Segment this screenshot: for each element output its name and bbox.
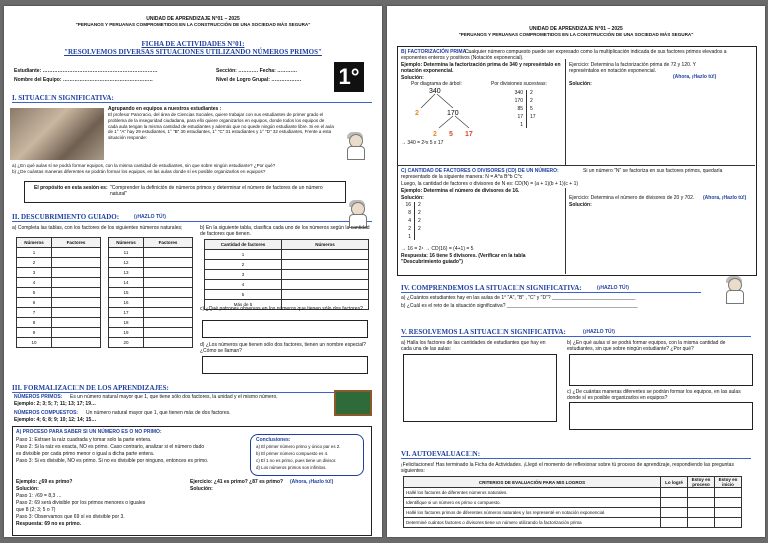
factorization-result: → 340 = 2²x 5 x 17 [401, 140, 444, 146]
exercise-hint: (Ahora, ¡Hazlo tú!) [703, 195, 747, 201]
table-cell: 2 [205, 260, 282, 270]
example-line: Paso 1: √69 = 8,3 … [16, 493, 62, 499]
column-divider [565, 59, 566, 165]
classification-table [204, 239, 369, 310]
heading-rule [401, 292, 701, 293]
heading-rule [401, 336, 751, 337]
purpose-text: "Comprender la definición de números primos y determinar el número de factores de un número natural" [110, 185, 323, 197]
criteria-cell: Hallé los factores primos de diferentes números naturales y los representé en notación exponencial. [404, 508, 661, 518]
section-1-heading: I. SITUACI□N SIGNIFICATIVA: [12, 94, 114, 102]
factor-input[interactable] [144, 288, 193, 298]
unit-header: UNIDAD DE APRENDIZAJE N°01 – 2025 [146, 16, 240, 22]
divisor-value: 2 [418, 210, 421, 216]
factors-table-2 [108, 237, 193, 348]
process-step: Paso 1: Extraer la raíz cuadrada y tomar solo la parte entera. [16, 437, 152, 443]
check-cell[interactable] [688, 518, 715, 528]
teacher-illustration [344, 134, 366, 158]
factor-input[interactable] [144, 258, 193, 268]
unit-header: UNIDAD DE APRENDIZAJE N°01 – 2025 [529, 26, 623, 32]
tree-node: 340 [429, 88, 441, 95]
check-cell[interactable] [661, 508, 688, 518]
divisors-formula: Luego, la cantidad de factores o divisores de N es: CD(N) = (a + 1)(b + 1)(c + 1) [401, 181, 579, 187]
factor-input[interactable] [52, 318, 101, 328]
answer-box-5b[interactable] [569, 354, 753, 386]
table-cell: 3 [17, 268, 52, 278]
exercise-question: Ejercicio: ¿41 es primo? ¿87 es primo? [190, 479, 284, 485]
factorization-example: Ejemplo: Determina la factorización prima de 340 y represéntalo en notación exponencial. [401, 62, 561, 74]
check-cell[interactable] [715, 488, 742, 498]
process-step: es divisible por cada primo menor o igual a dicha parte entera. [16, 451, 155, 457]
col-numbers: Números [109, 238, 144, 248]
question-5a: a) Halla los factores de las cantidades de estudiantes que hay en cada una de las aulas: [401, 340, 546, 352]
division-value: 85 [517, 106, 523, 112]
factor-input[interactable] [144, 328, 193, 338]
process-title: A) PROCESO PARA SABER SI UN NÚMERO ES O NO PRIMO: [16, 429, 162, 435]
heading-rule [12, 392, 372, 393]
factor-tree [407, 86, 487, 142]
table-cell: 14 [109, 278, 144, 288]
tree-node: 5 [449, 131, 453, 138]
table-cell: 20 [109, 338, 144, 348]
factor-input[interactable] [52, 258, 101, 268]
example-line: que 8 (2; 3; 5 o 7) [16, 507, 56, 513]
numbers-input[interactable] [282, 250, 369, 260]
exercise-hint: (Ahora, ¡Hazlo tú!) [673, 74, 717, 80]
factor-input[interactable] [144, 268, 193, 278]
worksheet-page-2 [387, 6, 765, 537]
example-line: Ejemplo: ¿69 es primo? [16, 479, 73, 485]
table-cell: 11 [109, 248, 144, 258]
divisors-result: → 16 = 2⁴ → CD(16) = (4+1) = 5 [401, 246, 474, 252]
table-cell: Más de 5 [205, 300, 282, 310]
factorization-label: B) FACTORIZACIÓN PRIMA : [401, 49, 470, 55]
table-cell: 15 [109, 288, 144, 298]
scientist-illustration [723, 278, 745, 302]
divisors-text: Si un número "N" se factoriza en sus factores primos, quedaría representado de la siguiente manera: N = A^a B^b C^c [401, 168, 723, 180]
process-step: Paso 2: Si la raíz es exacta, NO es primo. Caso contrario, analizar si el número dado [16, 444, 205, 450]
question-5c: c) ¿De cuántas maneras diferentes se podrán formar los equipos, en las aulas donde sí es posible organizarlos en equipos? [567, 389, 741, 401]
divisors-exercise: Ejercicio: Determina el número de divisores de 20 y 702. [569, 195, 695, 201]
question-d: d) ¿Los números que tienen sólo dos factores, tienen un nombre especial? ¿Cómo se llaman? [200, 342, 366, 354]
col-factors: Factores [52, 238, 101, 248]
divider [397, 165, 755, 166]
section-3-heading: III. FORMALIZACI□N DE LOS APRENDIZAJES: [12, 384, 169, 392]
factor-input[interactable] [52, 278, 101, 288]
situation-title: Agrupando en equipos a nuestros estudiantes : [108, 106, 222, 112]
criteria-cell: Hallé los factores de diferentes números naturales. [404, 488, 661, 498]
ficha-title: "RESOLVEMOS DIVERSAS SITUACIONES UTILIZANDO NÚMEROS PRIMOS" [64, 48, 322, 56]
conclusion-item: d) Los números primos son infinitos. [256, 465, 327, 470]
answer-box-5c[interactable] [569, 402, 753, 430]
division-bar [414, 202, 415, 240]
purpose-label: El propósito en esta sesión es: [34, 185, 108, 191]
table-cell: 7 [17, 308, 52, 318]
table-cell: 6 [17, 298, 52, 308]
conclusion-item: b) El primer número compuesto es 4. [256, 451, 329, 456]
example-answer: Respuesta: 69 no es primo. [16, 521, 82, 527]
factor-input[interactable] [144, 298, 193, 308]
exercise-solution-label: Solución: [190, 486, 213, 492]
divisor-value: 2 [418, 218, 421, 224]
section-4-hint: (¡HAZLO TÚ!) [597, 285, 629, 291]
chalkboard-illustration [334, 390, 372, 416]
table-instruction-a: a) Completa las tablas, con los factores de los siguientes números naturales; [12, 225, 183, 231]
table-cell: 8 [17, 318, 52, 328]
divisors-example: Ejemplo: Determina el número de divisores de 16. [401, 188, 520, 194]
division-value: 16 [405, 202, 411, 208]
table-cell: 19 [109, 328, 144, 338]
table-cell: 1 [205, 250, 282, 260]
classroom-photo [10, 108, 104, 160]
section-2-hint: (¡HAZLO TÚ!) [134, 214, 166, 220]
factor-input[interactable] [52, 328, 101, 338]
exercise-solution-label: Solución: [569, 81, 592, 87]
divisors-answer: Respuesta: 16 tiene 5 divisores. (Verificar en la tabla "Descubrimiento guiado") [401, 253, 526, 265]
check-cell[interactable] [661, 518, 688, 528]
tree-node: 2 [433, 131, 437, 138]
section-4-heading: IV. COMPRENDEMOS LA SITUACI□N SIGNIFICATIVA: [401, 284, 582, 292]
conclusion-item: a) El primer número primo y único par es 2. [256, 444, 341, 449]
question-4a[interactable]: a) ¿Cuántos estudiantes hay en las aulas de 1° "A", "B" , "C" y "D"? ______________________________ [401, 295, 636, 301]
numbers-input[interactable] [282, 290, 369, 300]
numbers-input[interactable] [282, 280, 369, 290]
composite-example: Ejemplo: 4; 6; 8; 9; 10; 12; 14; 15… [14, 417, 97, 423]
factor-input[interactable] [144, 248, 193, 258]
division-value: 1 [408, 234, 411, 240]
section-date-field[interactable]: Sección: ………… Fecha: ………… [216, 68, 298, 74]
student-name-field[interactable]: Estudiante: …………………………………………………………… [14, 68, 158, 74]
division-value: 1 [520, 122, 523, 128]
factors-table-1 [16, 237, 101, 348]
composite-label: NÚMEROS COMPUESTOS: [14, 410, 79, 416]
check-cell[interactable] [715, 518, 742, 528]
example-line: Solución: [16, 486, 39, 492]
scientist-illustration [346, 202, 368, 226]
divisors-label: C) CANTIDAD DE FACTORES O DIVISORES (CD) DE UN NÚMERO: [401, 168, 559, 174]
col-criteria: CRITERIOS DE EVALUACIÓN PARA MIS LOGROS [404, 477, 661, 488]
exercise-hint: (Ahora, ¡Hazlo tú!) [290, 479, 334, 485]
divisor-value: 2 [530, 90, 533, 96]
self-evaluation-table [403, 476, 742, 528]
table-cell: 3 [205, 270, 282, 280]
division-value: 4 [408, 218, 411, 224]
section-5-hint: (¡HAZLO TÚ!) [583, 329, 615, 335]
check-cell[interactable] [688, 508, 715, 518]
divisor-value: 2 [530, 98, 533, 104]
team-name-field[interactable]: Nombre del Equipo: ……………………………………………… [14, 77, 153, 83]
prime-example: Ejemplo: 2; 3; 5; 7; 11; 13; 17; 19… [14, 401, 96, 407]
factor-input[interactable] [52, 288, 101, 298]
tree-node: 17 [465, 131, 473, 138]
unit-subheader: "PERUANOS Y PERUANAS COMPROMETIDOS EN LA CONSTRUCCIÓN DE UNA SOCIEDAD MÁS SEGURA" [75, 22, 311, 27]
answer-box-5a[interactable] [403, 354, 557, 422]
example-line: Paso 3: Observamos que 69 sí es divisible por 3. [16, 514, 125, 520]
conclusion-item: c) El 1 no es primo, pues tiene un divisor. [256, 458, 337, 463]
factor-input[interactable] [52, 308, 101, 318]
answer-box-c[interactable] [202, 320, 368, 338]
division-value: 170 [514, 98, 523, 104]
table-cell: 1 [17, 248, 52, 258]
col-achieved: Lo logré [661, 477, 688, 488]
table-instruction-b: b) En la siguiente tabla, clasifica cada uno de los números según la cantidad de factores que tienen. [200, 225, 370, 237]
factor-input[interactable] [144, 278, 193, 288]
numbers-input[interactable] [282, 260, 369, 270]
check-cell[interactable] [688, 488, 715, 498]
process-step: Paso 3: Si es divisible, NO es primo. Si no es divisible por ninguno, entonces es primo. [16, 458, 209, 464]
question-a: a) ¿En qué aulas sí se podrá formar equipos, con la misma cantidad de estudiantes, sin que sobre ningún estudiante? ¿Por qué? [12, 163, 276, 168]
column-divider [565, 188, 566, 274]
col-factors: Factores [144, 238, 193, 248]
factorization-text: Cualquier número compuesto puede ser expresado como la multiplicación indicada de sus factores primos elevados a exponentes enteros y positivos (Notación exponencial). [401, 49, 727, 61]
division-value: 8 [408, 210, 411, 216]
group-level-field[interactable]: Nivel de Logro Grupal: ……………… [216, 77, 302, 83]
table-cell: 2 [17, 258, 52, 268]
table-cell: 9 [17, 328, 52, 338]
division-value: 2 [408, 226, 411, 232]
col-beginning: Estoy en inicio [715, 477, 742, 488]
table-cell: 13 [109, 268, 144, 278]
factor-input[interactable] [144, 338, 193, 348]
factor-input[interactable] [52, 298, 101, 308]
division-value: 17 [517, 114, 523, 120]
table-cell: 12 [109, 258, 144, 268]
exercise-solution-label: Solución: [569, 202, 592, 208]
example-line: Paso 2: 69 será divisible por los primos menores o iguales [16, 500, 146, 506]
check-cell[interactable] [661, 498, 688, 508]
tree-node: 170 [447, 110, 459, 117]
factorization-exercise: Ejercicio: Determina la factorización prima de 72 y 120. Y represéntalos en notación exponencial. [569, 62, 696, 74]
divisor-value: 2 [418, 202, 421, 208]
prime-label: NÚMEROS PRIMOS: [14, 394, 63, 400]
section-5-heading: V. RESOLVEMOS LA SITUACI□N SIGNIFICATIVA: [401, 328, 566, 336]
divisor-value: 17 [530, 114, 536, 120]
self-eval-intro: ¡Felicitaciones! Has terminado la Ficha de Actividades. ¡Llegó el momento de reflexionar sobre tú proceso de aprendizaje, respondiendo las preguntas siguientes: [401, 462, 734, 474]
tree-method-label: Por diagrama de árbol: [411, 81, 462, 87]
question-c: c) ¿Qué patrones observas en los números que tienen sólo dos factores? [200, 306, 363, 312]
composite-definition: Un número natural mayor que 1, que tienen más de dos factores. [86, 410, 231, 416]
ficha-number: FICHA DE ACTIVIDADES N°01: [141, 40, 245, 48]
criteria-cell: Determiné cuántos factores o divisores tiene un número utilizando la factorización prima [404, 518, 661, 528]
factorization-solution-label: Solución: [401, 75, 424, 81]
question-4b[interactable]: b) ¿Cuál es el reto de la situación significativa? _______________________________________________ [401, 303, 638, 309]
section-6-heading: VI. AUTOEVALUACI□N: [401, 450, 481, 458]
factor-input[interactable] [52, 248, 101, 258]
factor-input[interactable] [144, 308, 193, 318]
factor-input[interactable] [52, 338, 101, 348]
section-2-heading: II. DESCUBRIMIENTO GUIADO: [12, 213, 120, 221]
division-method-label: Por divisiones sucesivas: [491, 81, 547, 87]
tree-node: 2 [415, 110, 419, 117]
prime-definition: Es un número natural mayor que 1, que tiene sólo dos factores, la unidad y el mismo número. [70, 394, 278, 400]
check-cell[interactable] [715, 508, 742, 518]
grade-badge: 1° [334, 62, 364, 92]
col-numbers: Números [17, 238, 52, 248]
unit-subheader: "PERUANOS Y PERUANAS COMPROMETIDOS EN LA CONSTRUCCIÓN DE UNA SOCIEDAD MÁS SEGURA" [458, 32, 694, 37]
col-factor-count: Cantidad de factores [205, 240, 282, 250]
heading-rule [401, 458, 751, 459]
criteria-cell: Identifique si un número es primo o compuesto. [404, 498, 661, 508]
factor-input[interactable] [52, 268, 101, 278]
check-cell[interactable] [715, 498, 742, 508]
conclusions-title: Conclusiones: [256, 437, 291, 443]
table-cell: 4 [205, 280, 282, 290]
factor-input[interactable] [144, 318, 193, 328]
col-numbers: Números [282, 240, 369, 250]
heading-rule [12, 221, 372, 222]
situation-text: El profesor Pancracio, del área de Ciencias Sociales, quiere trabajar con sus estudiantes de primer grado el problema de la inseguridad ciudadana, para ello quiere organizarlos en equipos, donde todos los equipos de cada aula tengan la misma cantidad de estudiantes y además que no quede ningún estudiante libre. Si en el aula de 1° "A" hay 29 estudiantes, 1° "B" 30 estudiantes, 1° "C" 31 estudiantes y 1° "D" 32 estudiantes, Frente a esta situación responde: [108, 112, 334, 141]
division-value: 340 [514, 90, 523, 96]
table-cell: 18 [109, 318, 144, 328]
table-cell: 4 [17, 278, 52, 288]
table-cell: 5 [17, 288, 52, 298]
table-cell: 10 [17, 338, 52, 348]
numbers-input[interactable] [282, 270, 369, 280]
heading-rule [12, 102, 372, 103]
col-in-process: Estoy en proceso [688, 477, 715, 488]
worksheet-page-1 [4, 6, 382, 537]
check-cell[interactable] [661, 488, 688, 498]
division-bar [526, 90, 527, 128]
check-cell[interactable] [688, 498, 715, 508]
divisor-value: 5 [530, 106, 533, 112]
table-cell: 5 [205, 290, 282, 300]
question-5b: b) ¿En qué aulas sí se podrá formar equipos, con la misma cantidad de estudiantes, sin que sobre ningún estudiante? ¿Por qué? [567, 340, 726, 352]
answer-box-d[interactable] [202, 356, 368, 374]
divisor-value: 2 [418, 226, 421, 232]
question-b: b) ¿De cuántas maneras diferentes se podrán formar los equipos, en las aulas donde sí es posible organizarlos en equipos? [12, 169, 266, 174]
table-cell: 17 [109, 308, 144, 318]
table-cell: 16 [109, 298, 144, 308]
divisors-solution-label: Solución: [401, 195, 424, 201]
